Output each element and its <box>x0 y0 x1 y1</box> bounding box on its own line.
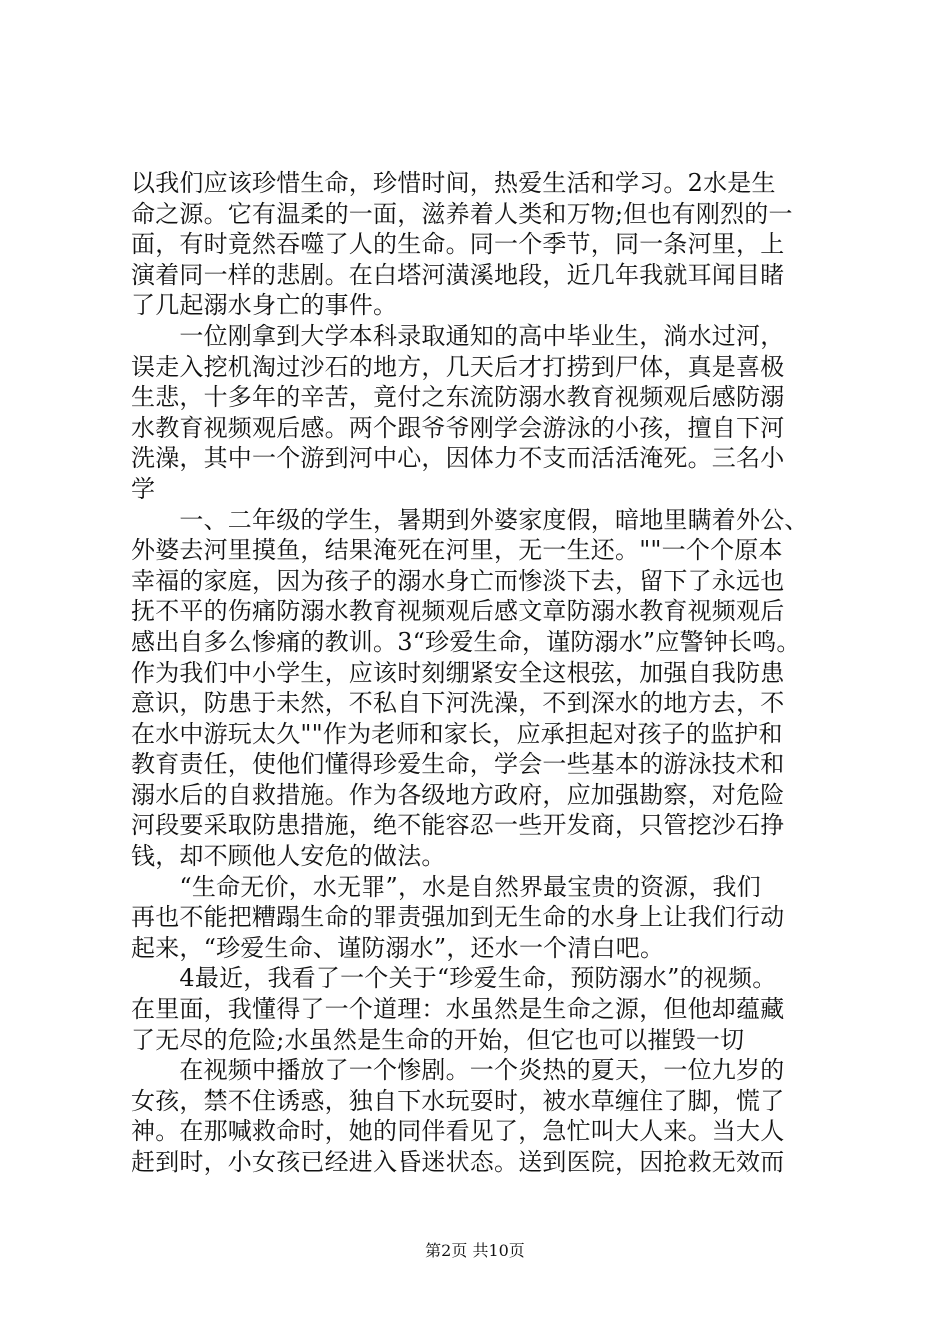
text-line: 作为我们中小学生，应该时刻绷紧安全这根弦，加强自我防患 <box>131 658 785 687</box>
text-line: 河段要采取防患措施，绝不能容忍一些开发商，只管挖沙石挣 <box>131 811 785 840</box>
text-line: 一、二年级的学生，暑期到外婆家度假，暗地里瞒着外公、 <box>131 505 809 534</box>
text-line: 洗澡，其中一个游到河中心，因体力不支而活活淹死。三名小 <box>131 444 785 473</box>
text-line: 了无尽的危险;水虽然是生命的开始，但它也可以摧毁一切 <box>131 1025 745 1054</box>
text-line: 意识，防患于未然，不私自下河洗澡，不到深水的地方去，不 <box>131 689 785 718</box>
text-line: 赶到时，小女孩已经进入昏迷状态。送到医院，因抢救无效而 <box>131 1148 785 1176</box>
text-line: 在里面，我懂得了一个道理：水虽然是生命之源，但他却蕴藏 <box>131 995 785 1024</box>
text-line: 幸福的家庭，因为孩子的溺水身亡而惨淡下去，留下了永远也 <box>131 566 785 595</box>
text-line: 生悲，十多年的辛苦，竟付之东流防溺水教育视频观后感防溺 <box>131 383 785 412</box>
text-line: 抚不平的伤痛防溺水教育视频观后感文章防溺水教育视频观后 <box>131 597 785 626</box>
text-line: 再也不能把糟蹋生命的罪责强加到无生命的水身上让我们行动 <box>131 903 785 932</box>
text-line: 钱，却不顾他人安危的做法。 <box>131 842 446 871</box>
text-line: 面，有时竟然吞噬了人的生命。同一个季节，同一条河里，上 <box>131 230 785 259</box>
text-line: 溺水后的自救措施。作为各级地方政府，应加强勘察，对危险 <box>131 780 785 809</box>
text-line: 了几起溺水身亡的事件。 <box>131 291 398 320</box>
text-line: 外婆去河里摸鱼，结果淹死在河里，无一生还。""一个个原本 <box>131 536 783 565</box>
text-line: 4最近，我看了一个关于“珍爱生命，预防溺水”的视频。 <box>131 964 777 993</box>
text-line: “生命无价，水无罪”，水是自然界最宝贵的资源，我们 <box>131 872 761 901</box>
body-text <box>131 168 831 1178</box>
text-line: 女孩，禁不住诱惑，独自下水玩耍时，被水草缠住了脚，慌了 <box>131 1086 785 1115</box>
text-line: 误走入挖机淘过沙石的地方，几天后才打捞到尸体，真是喜极 <box>131 352 785 381</box>
text-line: 教育责任，使他们懂得珍爱生命，学会一些基本的游泳技术和 <box>131 750 785 779</box>
page-footer: 第2页 共10页 <box>425 1241 525 1260</box>
text-line: 在视频中播放了一个惨剧。一个炎热的夏天，一位九岁的 <box>131 1056 785 1085</box>
text-line: 以我们应该珍惜生命，珍惜时间，热爱生活和学习。2水是生 <box>131 169 776 197</box>
text-line: 感出自多么惨痛的教训。3“珍爱生命，谨防溺水”应警钟长鸣。 <box>131 627 801 656</box>
text-line: 水教育视频观后感。两个跟爷爷刚学会游泳的小孩，擅自下河 <box>131 413 785 442</box>
text-line: 在水中游玩太久""作为老师和家长，应承担起对孩子的监护和 <box>131 719 783 748</box>
text-line: 神。在那喊救命时，她的同伴看见了，急忙叫大人来。当大人 <box>131 1117 785 1146</box>
text-line: 命之源。它有温柔的一面，滋养着人类和万物;但也有刚烈的一 <box>131 199 793 228</box>
text-line: 演着同一样的悲剧。在白塔河潢溪地段，近几年我就耳闻目睹 <box>131 260 785 289</box>
text-line: 起来，“珍爱生命、谨防溺水”，还水一个清白吧。 <box>131 933 665 962</box>
text-line: 学 <box>131 474 156 503</box>
text-line: 一位刚拿到大学本科录取通知的高中毕业生，淌水过河， <box>131 321 785 350</box>
